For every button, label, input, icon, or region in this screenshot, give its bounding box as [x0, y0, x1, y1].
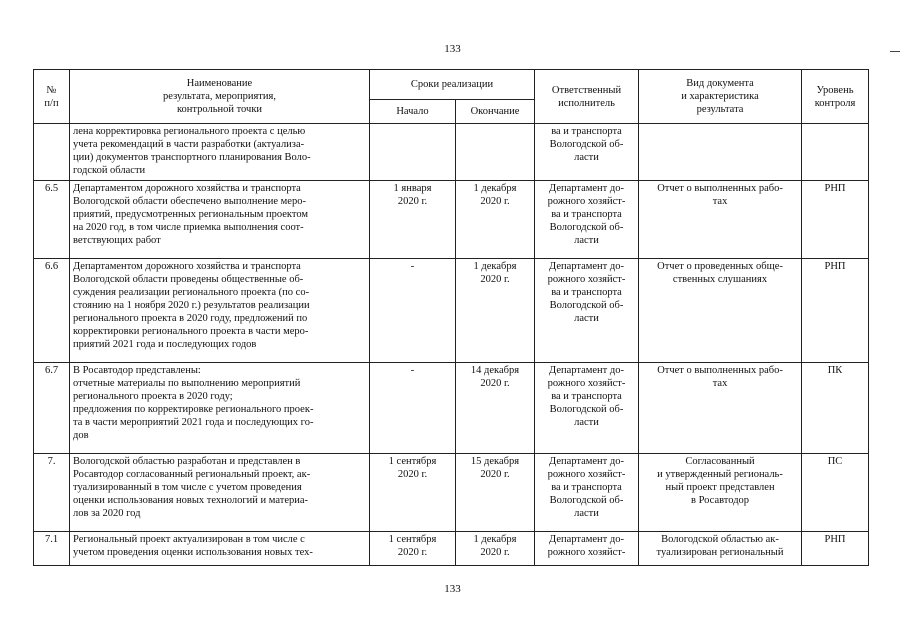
row-level: ПС	[802, 454, 869, 532]
row-document-line: туализирован региональный	[656, 547, 784, 558]
row-name-line: отчетные материалы по выполнению мероприятий	[73, 378, 301, 389]
header-start: Начало	[370, 100, 456, 124]
row-responsible-line: рожного хозяйст-	[547, 274, 626, 285]
row-document	[639, 532, 802, 566]
row-name-line: Департаментом дорожного хозяйства и транспорта	[73, 261, 301, 272]
activities-table	[33, 69, 869, 566]
row-end	[456, 363, 535, 454]
row-name-line: учета рекомендаций в части разработки (актуализа-	[73, 139, 305, 150]
corner-mark	[890, 51, 900, 52]
row-responsible-line: Департамент до-	[549, 183, 624, 194]
row-number: 7.	[34, 454, 70, 532]
row-document-line: ный проект представлен	[665, 482, 775, 493]
row-responsible	[535, 454, 639, 532]
table-row	[34, 181, 869, 259]
row-responsible-line: ласти	[574, 235, 599, 246]
row-name-line: ветствующих работ	[73, 235, 161, 246]
header-level: Уровень контроля	[802, 70, 869, 124]
row-responsible-line: Вологодской об-	[549, 404, 624, 415]
row-name-line: приятий, предусмотренных региональным проектом	[73, 209, 309, 220]
page-number-bottom: 133	[444, 583, 461, 595]
row-level: РНП	[802, 532, 869, 566]
row-document	[639, 259, 802, 363]
row-name-line: регионального проекта в 2020 году, предложений по	[73, 313, 308, 324]
row-document-line: ственных слушаниях	[672, 274, 768, 285]
row-responsible-line: рожного хозяйст-	[547, 196, 626, 207]
row-level	[802, 124, 869, 181]
row-responsible-line: Департамент до-	[549, 456, 624, 467]
row-responsible-line: Департамент до-	[549, 261, 624, 272]
row-responsible	[535, 532, 639, 566]
row-name-line: предложения по корректировке регионального проек-	[73, 404, 314, 415]
row-name	[70, 259, 370, 363]
row-name-line: Вологодской областью разработан и представлен в	[73, 456, 301, 467]
header-end: Окончание	[456, 100, 535, 124]
row-name-line: стоянию на 1 ноября 2020 г.) результатов реализации	[73, 300, 310, 311]
table-row	[34, 363, 869, 454]
row-level: РНП	[802, 181, 869, 259]
row-name-line: лов за 2020 год	[73, 508, 141, 519]
row-end	[456, 124, 535, 181]
row-document	[639, 363, 802, 454]
row-end-line: 2020 г.	[480, 469, 510, 480]
row-document-line: Отчет о выполненных рабо-	[657, 183, 783, 194]
row-number: 6.7	[34, 363, 70, 454]
header-document: Вид документа и характеристика результата	[639, 70, 802, 124]
row-start	[370, 363, 456, 454]
row-responsible-line: Вологодской об-	[549, 222, 624, 233]
row-document	[639, 454, 802, 532]
row-end-line: 2020 г.	[480, 274, 510, 285]
row-start-line: 2020 г.	[397, 469, 428, 480]
row-responsible-line: рожного хозяйст-	[547, 547, 626, 558]
row-responsible-line: рожного хозяйст-	[547, 469, 626, 480]
row-responsible-line: Вологодской об-	[549, 495, 624, 506]
row-name-line: В Росавтодор представлены:	[73, 365, 201, 376]
row-start-line: 2020 г.	[397, 196, 428, 207]
row-name-line: ции) документов транспортного планирования Воло-	[73, 152, 311, 163]
table-row	[34, 532, 869, 566]
row-start	[370, 454, 456, 532]
row-name-line: на 2020 год, в том числе приемка выполнения соот-	[73, 222, 304, 233]
row-name-line: приятий 2021 года и последующих годов	[73, 339, 257, 350]
row-document-line: Отчет о проведенных обще-	[657, 261, 783, 272]
table-row	[34, 454, 869, 532]
row-number	[34, 124, 70, 181]
row-name-line: Вологодской области проведены общественные об-	[73, 274, 304, 285]
row-start-line: 1 сентября	[388, 534, 437, 545]
header-responsible: Ответственный исполнитель	[535, 70, 639, 124]
row-start	[370, 532, 456, 566]
row-responsible-line: ласти	[574, 508, 599, 519]
row-end-line: 14 декабря	[470, 365, 520, 376]
row-start	[370, 181, 456, 259]
row-name-line: лена корректировка регионального проекта с целью	[73, 126, 306, 137]
row-document-line: Вологодской областью ак-	[661, 534, 779, 545]
row-responsible-line: ва и транспорта	[551, 287, 622, 298]
row-start-line: 2020 г.	[397, 547, 428, 558]
row-name-line: Региональный проект актуализирован в том числе с	[73, 534, 305, 545]
row-responsible-line: Департамент до-	[549, 534, 624, 545]
row-responsible	[535, 124, 639, 181]
row-level: РНП	[802, 259, 869, 363]
row-document	[639, 124, 802, 181]
row-number: 6.5	[34, 181, 70, 259]
row-document-line: и утвержденный региональ-	[657, 469, 783, 480]
row-start-line: -	[410, 365, 415, 376]
row-responsible-line: ласти	[574, 152, 599, 163]
row-end	[456, 181, 535, 259]
row-document	[639, 181, 802, 259]
row-name-line: учетом проведения оценки использования новых тех-	[73, 547, 313, 558]
row-responsible-line: ласти	[574, 417, 599, 428]
row-start	[370, 124, 456, 181]
row-name-line: корректировки регионального проекта в части меро-	[73, 326, 309, 337]
row-document-line: тах	[712, 196, 728, 207]
row-document-line: в Росавтодор	[690, 495, 750, 506]
row-responsible-line: Вологодской об-	[549, 300, 624, 311]
row-document-line: Отчет о выполненных рабо-	[657, 365, 783, 376]
row-end	[456, 454, 535, 532]
row-document-line: тах	[712, 378, 728, 389]
row-start-line: 1 января	[393, 183, 432, 194]
row-name-line: Департаментом дорожного хозяйства и транспорта	[73, 183, 301, 194]
row-level: ПК	[802, 363, 869, 454]
table-row	[34, 124, 869, 181]
row-name-line: суждения реализации регионального проекта (по со-	[73, 287, 310, 298]
row-end-line: 15 декабря	[470, 456, 520, 467]
header-deadlines: Сроки реализации	[370, 70, 535, 100]
row-name-line: регионального проекта в 2020 году;	[73, 391, 233, 402]
header-num: № п/п	[34, 70, 70, 124]
row-name-line: дов	[73, 430, 89, 441]
row-responsible	[535, 181, 639, 259]
row-responsible-line: ва и транспорта	[551, 209, 622, 220]
row-name-line: туализированный в том числе с учетом проведения	[73, 482, 302, 493]
row-name	[70, 532, 370, 566]
row-responsible-line: Вологодской об-	[549, 139, 624, 150]
table-row	[34, 259, 869, 363]
row-name	[70, 124, 370, 181]
row-end-line: 1 декабря	[473, 534, 517, 545]
row-name	[70, 181, 370, 259]
row-responsible	[535, 259, 639, 363]
page-number-top: 133	[444, 43, 461, 55]
row-responsible-line: рожного хозяйст-	[547, 378, 626, 389]
row-responsible-line: ва и транспорта	[551, 391, 622, 402]
row-responsible-line: ва и транспорта	[551, 482, 622, 493]
header-name: Наименование результата, мероприятия, контрольной точки	[70, 70, 370, 124]
row-end	[456, 259, 535, 363]
row-responsible-line: Департамент до-	[549, 365, 624, 376]
row-start-line: -	[410, 261, 415, 272]
row-name-line: Росавтодор согласованный региональный проект, ак-	[73, 469, 311, 480]
row-end-line: 2020 г.	[480, 196, 510, 207]
row-name	[70, 454, 370, 532]
row-name-line: оценки использования новых технологий и материа-	[73, 495, 309, 506]
row-name-line: Вологодской области обеспечено выполнение меро-	[73, 196, 306, 207]
row-start-line: 1 сентября	[388, 456, 437, 467]
row-number: 6.6	[34, 259, 70, 363]
row-document-line: Согласованный	[685, 456, 755, 467]
row-name-line: годской области	[73, 165, 146, 176]
row-responsible-line: ласти	[574, 313, 599, 324]
row-end-line: 2020 г.	[480, 378, 510, 389]
row-start	[370, 259, 456, 363]
row-end-line: 1 декабря	[473, 183, 517, 194]
row-name	[70, 363, 370, 454]
row-responsible	[535, 363, 639, 454]
row-name-line: та в части мероприятий 2021 года и последующих го-	[73, 417, 314, 428]
row-end-line: 1 декабря	[473, 261, 517, 272]
row-end-line: 2020 г.	[480, 547, 510, 558]
row-end	[456, 532, 535, 566]
row-responsible-line: ва и транспорта	[551, 126, 622, 137]
row-number: 7.1	[34, 532, 70, 566]
